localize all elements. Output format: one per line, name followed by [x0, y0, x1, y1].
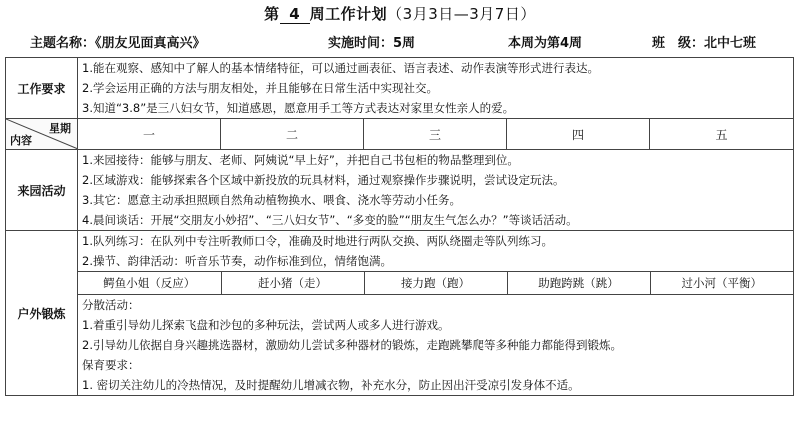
page-title — [0, 3, 800, 24]
title-prefix: 第 — [264, 5, 280, 23]
day-thu: 四 — [507, 119, 650, 150]
day-mon: 一 — [78, 119, 221, 150]
outdoor-label: 户外锻炼 — [6, 231, 78, 396]
content-label: 内容 — [10, 134, 32, 147]
outdoor-line: 分散活动： — [82, 298, 140, 312]
arrival-label: 来园活动 — [6, 150, 78, 231]
outdoor-line: 1. 密切关注幼儿的冷热情况，及时提醒幼儿增减衣物，补充水分，防止因出汗受凉引发身体不适。 — [82, 378, 580, 392]
requirement-line: 1.能在观察、感知中了解人的基本情绪特征，可以通过画表征、语言表述、动作表演等形式进行表达。 — [82, 61, 599, 75]
game-wed: 接力跑（跑） — [364, 272, 507, 295]
game-thu: 助跑跨跳（跳） — [507, 272, 650, 295]
info-bar — [0, 32, 800, 52]
arrival-content — [78, 150, 794, 231]
outdoor-row — [6, 231, 794, 396]
game-mon: 鳄鱼小姐（反应） — [78, 272, 221, 295]
duration: 实施时间：5周 — [328, 36, 416, 51]
arrival-line: 2.区域游戏：能够探索各个区域中新投放的玩具材料，通过观察操作步骤说明，尝试设定玩法。 — [82, 173, 565, 187]
arrival-line: 3.其它：愿意主动承担照顾自然角动植物换水、喂食、浇水等劳动小任务。 — [82, 193, 461, 207]
outdoor-line: 保育要求： — [82, 358, 140, 372]
outdoor-line: 2.操节、韵律活动：听音乐节奏，动作标准到位，情绪饱满。 — [82, 254, 392, 268]
requirements-label: 工作要求 — [6, 58, 78, 119]
arrival-line: 4.晨间谈话：开展“交朋友小妙招”、“三八妇女节”、“多变的脸”“朋友生气怎么办？”等谈话活动。 — [82, 213, 578, 227]
outdoor-content — [78, 231, 794, 396]
day-tue: 二 — [221, 119, 364, 150]
requirements-row — [6, 58, 794, 119]
game-tue: 赶小猪（走） — [221, 272, 364, 295]
theme-name: 主题名称：《朋友见面真高兴》 — [30, 36, 206, 51]
arrival-row — [6, 150, 794, 231]
week-number: 4 — [280, 5, 310, 24]
daily-games-table — [78, 271, 793, 295]
requirement-line: 3.知道“3.8”是三八妇女节，知道感恩，愿意用手工等方式表达对家里女性亲人的爱。 — [82, 101, 515, 115]
current-week: 本周为第4周 — [508, 36, 583, 51]
requirements-content — [78, 58, 794, 119]
plan-table — [5, 57, 794, 396]
game-fri: 过小河（平衡） — [650, 272, 793, 295]
title-suffix: 周工作计划 — [309, 5, 388, 23]
week-label: 星期 — [49, 122, 71, 135]
day-header-row — [6, 119, 794, 150]
requirement-line: 2.学会运用正确的方法与朋友相处，并且能够在日常生活中实现社交。 — [82, 81, 438, 95]
diagonal-header-cell — [6, 119, 78, 150]
outdoor-line: 1.着重引导幼儿探索飞盘和沙包的多种玩法，尝试两人或多人进行游戏。 — [82, 318, 450, 332]
day-fri: 五 — [650, 119, 794, 150]
class-name: 班 级：北中七班 — [652, 36, 757, 51]
outdoor-line: 1.队列练习：在队列中专注听教师口令，准确及时地进行两队交换、两队绕圈走等队列练习。 — [82, 234, 553, 248]
day-wed: 三 — [364, 119, 507, 150]
outdoor-line: 2.引导幼儿依据自身兴趣挑选器材，激励幼儿尝试多种器材的锻炼，走跑跳攀爬等多种能力都能得到锻炼。 — [82, 338, 622, 352]
date-range: （3月3日—3月7日） — [387, 5, 536, 23]
arrival-line: 1.来园接待：能够与朋友、老师、阿姨说“早上好”，并把自己书包柜的物品整理到位。 — [82, 153, 519, 167]
